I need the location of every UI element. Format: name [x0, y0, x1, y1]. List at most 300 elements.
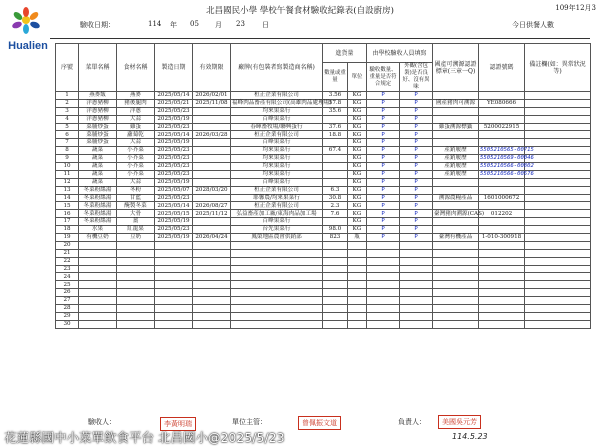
cell-mfg-date [155, 257, 193, 265]
cell-expiry [193, 273, 231, 281]
cell-origin [433, 107, 479, 115]
cell-check-appearance: P [400, 178, 433, 186]
unit-head-label: 單位主管： [232, 418, 267, 426]
cell-unit [348, 265, 367, 273]
cell-ingredient: 紅龍果 [117, 226, 155, 234]
cell-unit: KG [348, 147, 367, 155]
cell-brand [231, 289, 323, 297]
cell-check-appearance [400, 273, 433, 281]
cell-brand: 桓正企業有限公司 [231, 92, 323, 100]
table-row [56, 178, 591, 186]
cell-note [525, 218, 591, 226]
col-unit: 單位 [348, 63, 367, 92]
cell-check-qty [367, 320, 400, 328]
cell-dish: 菜脯炒蛋 [79, 123, 117, 131]
responsible-label: 負責人： [398, 418, 426, 426]
cell-check-qty: P [367, 218, 400, 226]
cell-seq: 9 [56, 155, 79, 163]
cell-qty [323, 273, 348, 281]
cell-dish: 蔬菜 [79, 178, 117, 186]
cell-qty: 823 [323, 234, 348, 242]
cell-ingredient: 大蒜 [117, 139, 155, 147]
cell-seq: 19 [56, 234, 79, 242]
cell-dish [79, 241, 117, 249]
cell-expiry [193, 249, 231, 257]
cell-qty [323, 249, 348, 257]
table-row [56, 115, 591, 123]
cell-expiry [193, 265, 231, 273]
cell-qty: 6.3 [323, 186, 348, 194]
cell-seq: 29 [56, 312, 79, 320]
cell-note [525, 320, 591, 328]
cell-cert [479, 139, 525, 147]
cell-note [525, 257, 591, 265]
cell-seq: 24 [56, 273, 79, 281]
cell-seq: 12 [56, 178, 79, 186]
cell-brand: 均來果菜行 [231, 163, 323, 171]
cell-mfg-date: 2025/05/23 [155, 163, 193, 171]
cell-unit: KG [348, 218, 367, 226]
cell-mfg-date [155, 241, 193, 249]
cell-ingredient: 小芥菜 [117, 163, 155, 171]
cell-note [525, 273, 591, 281]
table-row [56, 312, 591, 320]
cell-origin [433, 131, 479, 139]
cell-check-qty: P [367, 155, 400, 163]
cell-check-qty: P [367, 202, 400, 210]
cell-dish: 蔬菜 [79, 147, 117, 155]
cell-mfg-date: 2025/05/19 [155, 139, 193, 147]
cell-ingredient: 甘藍 [117, 194, 155, 202]
cell-check-appearance [400, 320, 433, 328]
cell-cert [479, 226, 525, 234]
cell-dish [79, 312, 117, 320]
cell-expiry: 2028/03/20 [193, 186, 231, 194]
cell-seq: 2 [56, 99, 79, 107]
cell-cert [479, 107, 525, 115]
cell-mfg-date [155, 249, 193, 257]
cell-cert [479, 281, 525, 289]
cell-note [525, 202, 591, 210]
cell-seq: 8 [56, 147, 79, 155]
cell-unit: KG [348, 210, 367, 218]
cell-check-qty [367, 241, 400, 249]
cell-qty [323, 305, 348, 313]
cell-origin: 國產豬肉可溯源 [433, 99, 479, 107]
cell-origin [433, 273, 479, 281]
cell-brand: 耶馨農/均來果菜行 [231, 194, 323, 202]
table-row [56, 305, 591, 313]
cell-seq: 6 [56, 131, 79, 139]
cell-check-appearance: P [400, 147, 433, 155]
cell-cert [479, 249, 525, 257]
cell-unit: KG [348, 202, 367, 210]
col-seq: 序號 [56, 44, 79, 92]
cell-ingredient: 大蒜 [117, 115, 155, 123]
cell-check-qty: P [367, 107, 400, 115]
cell-cert [479, 297, 525, 305]
date-day: 23 [236, 20, 245, 28]
inspection-table [55, 43, 591, 329]
cell-ingredient [117, 320, 155, 328]
cell-mfg-date: 2025/05/23 [155, 107, 193, 115]
cell-qty: 37.6 [323, 123, 348, 131]
cell-origin [433, 139, 479, 147]
col-check-qty: 驗收數量、重量是否符合規定 [367, 63, 400, 92]
col-expiry: 有效期限 [193, 44, 231, 92]
cell-cert [479, 265, 525, 273]
cell-unit: KG [348, 123, 367, 131]
cell-cert [479, 312, 525, 320]
cell-cert [479, 305, 525, 313]
cell-check-qty: P [367, 226, 400, 234]
cell-unit [348, 312, 367, 320]
table-row [56, 265, 591, 273]
table-row [56, 257, 591, 265]
inspector-stamp: 李黃明瑞 [160, 417, 196, 431]
cell-brand [231, 320, 323, 328]
cell-check-appearance [400, 297, 433, 305]
cell-note [525, 226, 591, 234]
cell-ingredient: 豬後腿肉 [117, 99, 155, 107]
cell-dish: 冬菜粉絲湯 [79, 218, 117, 226]
cell-note [525, 115, 591, 123]
cell-expiry: 2026/02/01 [193, 92, 231, 100]
cell-cert [479, 178, 525, 186]
cell-note [525, 178, 591, 186]
cell-check-qty [367, 257, 400, 265]
cell-origin [433, 305, 479, 313]
cell-unit: KG [348, 163, 367, 171]
cell-mfg-date: 2025/05/23 [155, 170, 193, 178]
cell-mfg-date: 2025/05/14 [155, 131, 193, 139]
cell-mfg-date: 2025/05/15 [155, 210, 193, 218]
cell-qty: 2.3 [323, 202, 348, 210]
cell-cert: 5200022915 [479, 123, 525, 131]
cell-check-appearance [400, 241, 433, 249]
cell-dish: 水果 [79, 226, 117, 234]
col-mfg-date: 製造日期 [155, 44, 193, 92]
cell-check-qty: P [367, 170, 400, 178]
cell-unit [348, 257, 367, 265]
cell-seq: 3 [56, 107, 79, 115]
cell-brand: 百峰果菜行 [231, 115, 323, 123]
cell-check-qty [367, 305, 400, 313]
cell-check-appearance: P [400, 99, 433, 107]
cell-dish: 洋蔥豬柳 [79, 115, 117, 123]
cell-origin: 溯源農糧產品 [433, 194, 479, 202]
col-cert: 認證號碼 [479, 44, 525, 92]
cell-check-appearance: P [400, 107, 433, 115]
cell-qty [323, 281, 348, 289]
cell-expiry [193, 312, 231, 320]
cell-dish: 洋蔥豬柳 [79, 107, 117, 115]
cell-ingredient: 冬粉 [117, 186, 155, 194]
date-month: 05 [190, 20, 199, 28]
cell-seq: 17 [56, 218, 79, 226]
unit-head-stamp: 曾佩振文道 [298, 416, 341, 430]
cell-cert [479, 131, 525, 139]
cell-ingredient: 洋蔥 [117, 107, 155, 115]
col-dish: 菜單名稱 [79, 44, 117, 92]
cell-brand [231, 265, 323, 273]
cell-note [525, 281, 591, 289]
cell-expiry [193, 139, 231, 147]
cell-dish [79, 257, 117, 265]
cell-ingredient [117, 297, 155, 305]
year-unit: 年 [170, 21, 177, 29]
cell-check-appearance: P [400, 234, 433, 242]
cell-note [525, 305, 591, 313]
cell-check-appearance: P [400, 218, 433, 226]
col-note: 備註欄(如：異常狀況等) [525, 44, 591, 92]
cell-cert: 012202 [479, 210, 525, 218]
cell-dish: 冬菜粉絲湯 [79, 194, 117, 202]
cell-brand [231, 305, 323, 313]
form-version: 109年12月3 [555, 4, 596, 12]
cell-expiry [193, 281, 231, 289]
cell-cert: 1-010-300918 [479, 234, 525, 242]
cell-dish [79, 281, 117, 289]
cell-note [525, 186, 591, 194]
cell-cert [479, 218, 525, 226]
cell-unit [348, 297, 367, 305]
table-row [56, 147, 591, 155]
cell-qty [323, 257, 348, 265]
table-row [56, 241, 591, 249]
table-row [56, 186, 591, 194]
cell-origin: 臺灣有機產品 [433, 234, 479, 242]
cell-origin: 產銷履歷 [433, 163, 479, 171]
meal-count-label: 今日供餐人數 [512, 21, 554, 29]
cell-mfg-date [155, 297, 193, 305]
cell-ingredient: 小芥菜 [117, 155, 155, 163]
table-row [56, 297, 591, 305]
cell-origin: 雞蛋溯源標籤 [433, 123, 479, 131]
col-check-group: 由學校驗收人員填寫 [367, 44, 433, 63]
cell-check-qty [367, 297, 400, 305]
cell-dish [79, 289, 117, 297]
cell-mfg-date: 2025/05/19 [155, 218, 193, 226]
cell-check-qty: P [367, 147, 400, 155]
cell-dish [79, 265, 117, 273]
cell-seq: 11 [56, 170, 79, 178]
cell-dish: 洋蔥豬柳 [79, 99, 117, 107]
col-brand: 廠牌(有包裝者寫製造商名稱) [231, 44, 323, 92]
cell-dish: 冬菜粉絲湯 [79, 202, 117, 210]
cell-check-qty [367, 249, 400, 257]
cell-qty [323, 163, 348, 171]
cell-check-appearance: P [400, 163, 433, 171]
cell-mfg-date [155, 273, 193, 281]
cell-note [525, 297, 591, 305]
cell-expiry [193, 115, 231, 123]
header-rule [50, 38, 590, 39]
cell-qty [323, 265, 348, 273]
cell-dish: 有機豆奶 [79, 234, 117, 242]
cell-qty [323, 297, 348, 305]
cell-qty: 67.4 [323, 147, 348, 155]
cell-check-qty: P [367, 163, 400, 171]
cell-qty [323, 115, 348, 123]
cell-ingredient: 燕麥 [117, 92, 155, 100]
cell-check-qty [367, 281, 400, 289]
cell-seq: 26 [56, 289, 79, 297]
cell-unit: KG [348, 139, 367, 147]
cell-dish [79, 297, 117, 305]
cell-check-appearance: P [400, 155, 433, 163]
cell-cert [479, 202, 525, 210]
cell-mfg-date: 2025/05/14 [155, 92, 193, 100]
cell-unit: KG [348, 170, 367, 178]
cell-expiry [193, 123, 231, 131]
cell-origin [433, 241, 479, 249]
cell-unit [348, 305, 367, 313]
cell-origin [433, 115, 479, 123]
cell-mfg-date [155, 281, 193, 289]
cell-expiry [193, 257, 231, 265]
cell-expiry [193, 320, 231, 328]
cell-mfg-date: 2025/05/23 [155, 147, 193, 155]
cell-cert: 5505210565-00715 [480, 147, 534, 154]
cell-qty [323, 312, 348, 320]
cell-check-qty [367, 289, 400, 297]
cell-ingredient [117, 257, 155, 265]
table-row [56, 170, 591, 178]
cell-unit [348, 249, 367, 257]
cell-qty [323, 320, 348, 328]
table-row [56, 92, 591, 100]
cell-expiry [193, 305, 231, 313]
cell-note [525, 234, 591, 242]
cell-ingredient: 雞蛋 [117, 123, 155, 131]
cell-expiry [193, 241, 231, 249]
cell-unit: KG [348, 115, 367, 123]
cell-cert [479, 92, 525, 100]
cell-cert [479, 273, 525, 281]
cell-qty [323, 289, 348, 297]
cell-ingredient: 蘿蔔乾 [117, 131, 155, 139]
cell-check-qty: P [367, 92, 400, 100]
table-row [56, 273, 591, 281]
handwritten-date: 114.5.23 [452, 432, 488, 441]
cell-expiry [193, 226, 231, 234]
cell-mfg-date: 2025/05/23 [155, 194, 193, 202]
cell-origin [433, 297, 479, 305]
cell-check-qty: P [367, 99, 400, 107]
cell-check-appearance [400, 265, 433, 273]
cell-mfg-date: 2025/05/14 [155, 202, 193, 210]
cell-seq: 7 [56, 139, 79, 147]
cell-cert [479, 289, 525, 297]
cell-expiry [193, 170, 231, 178]
cell-dish: 菜脯炒蛋 [79, 139, 117, 147]
cell-brand: 均來果菜行 [231, 107, 323, 115]
cell-mfg-date: 2025/05/23 [155, 155, 193, 163]
cell-brand: 桓正企業有限公司 [231, 186, 323, 194]
table-row [56, 163, 591, 171]
cell-mfg-date [155, 265, 193, 273]
cell-cert: 5505210566-00802 [480, 163, 534, 170]
cell-unit [348, 241, 367, 249]
cell-ingredient [117, 305, 155, 313]
cell-mfg-date [155, 289, 193, 297]
cell-dish [79, 320, 117, 328]
cell-qty [323, 139, 348, 147]
cell-origin: 產銷履歷 [433, 147, 479, 155]
table-row [56, 210, 591, 218]
cell-qty: 30.8 [323, 194, 348, 202]
cell-qty [323, 155, 348, 163]
cell-brand [231, 312, 323, 320]
cell-seq: 1 [56, 92, 79, 100]
cell-ingredient [117, 273, 155, 281]
cell-ingredient: 大骨 [117, 210, 155, 218]
cell-mfg-date: 2025/05/19 [155, 115, 193, 123]
cell-expiry [193, 147, 231, 155]
cell-qty: 98.0 [323, 226, 348, 234]
cell-seq: 22 [56, 257, 79, 265]
cell-check-qty [367, 273, 400, 281]
cell-check-appearance [400, 281, 433, 289]
cell-unit [348, 289, 367, 297]
cell-seq: 18 [56, 226, 79, 234]
cell-brand [231, 297, 323, 305]
cell-mfg-date: 2025/05/21 [155, 99, 193, 107]
cell-qty [323, 178, 348, 186]
col-origin: 國產可溯源認證標章(三章一Q) [433, 44, 479, 92]
cell-dish: 燕麥飯 [79, 92, 117, 100]
cell-check-qty: P [367, 234, 400, 242]
cell-note [525, 92, 591, 100]
cell-unit: 瓶 [348, 234, 367, 242]
cell-qty: 18.8 [323, 131, 348, 139]
cell-expiry: 2026/04/24 [193, 234, 231, 242]
cell-check-appearance [400, 312, 433, 320]
page-title: 北昌國民小學 學校午餐食材驗收紀錄表(自設廚房) [206, 6, 394, 16]
table-row [56, 320, 591, 328]
cell-mfg-date: 2025/05/19 [155, 234, 193, 242]
cell-brand [231, 273, 323, 281]
cell-note [525, 210, 591, 218]
cell-check-qty: P [367, 123, 400, 131]
cell-check-appearance: P [400, 226, 433, 234]
cell-dish [79, 273, 117, 281]
cell-seq: 23 [56, 265, 79, 273]
cell-check-appearance: P [400, 131, 433, 139]
cell-seq: 16 [56, 210, 79, 218]
cell-unit: KG [348, 226, 367, 234]
logo-text: Hualien [8, 40, 48, 52]
cell-cert [479, 320, 525, 328]
cell-note [525, 147, 591, 155]
cell-qty: 35.6 [323, 107, 348, 115]
cell-seq: 14 [56, 194, 79, 202]
cell-cert: 5505210566-00576 [480, 171, 534, 178]
cell-note [525, 170, 591, 178]
cell-note [525, 107, 591, 115]
cell-dish: 菜脯炒蛋 [79, 131, 117, 139]
cell-check-appearance [400, 249, 433, 257]
cell-note [525, 289, 591, 297]
cell-ingredient [117, 265, 155, 273]
cell-seq: 20 [56, 241, 79, 249]
cell-check-qty [367, 265, 400, 273]
col-incoming: 進貨量 [323, 44, 367, 63]
cell-brand: 均來果菜行 [231, 155, 323, 163]
cell-unit: KG [348, 155, 367, 163]
cell-check-qty: P [367, 131, 400, 139]
